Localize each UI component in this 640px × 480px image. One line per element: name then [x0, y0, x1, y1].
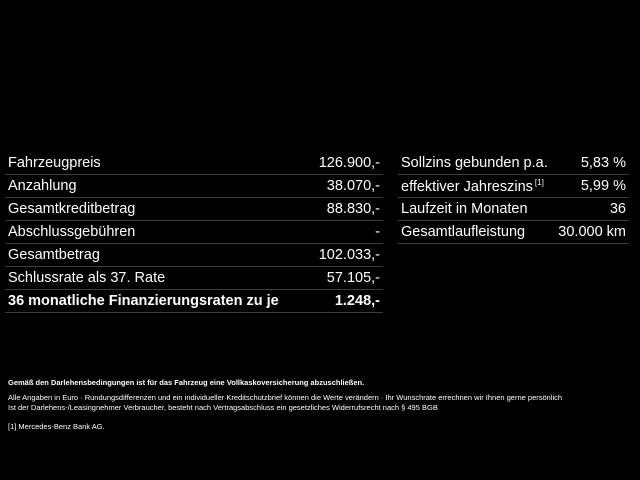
row-value: 5,99 % [580, 178, 626, 194]
row-label: Sollzins gebunden p.a. [401, 155, 548, 171]
row-effektiver-jahreszins [398, 175, 629, 198]
row-value: 88.830,- [326, 201, 380, 217]
row-label: Schlussrate als 37. Rate [8, 270, 166, 286]
legal-footer [8, 378, 608, 432]
row-monatliche-rate [5, 290, 383, 313]
row-label: Abschlussgebühren [8, 224, 136, 240]
row-label: 36 monatliche Finanzierungsraten zu je [8, 293, 279, 309]
row-value: 36 [609, 201, 626, 217]
row-gesamtkreditbetrag [5, 198, 383, 221]
row-schlussrate [5, 267, 383, 290]
row-gesamtbetrag [5, 244, 383, 267]
financing-table-right [398, 152, 629, 244]
row-label: Fahrzeugpreis [8, 155, 101, 171]
row-value: 30.000 km [558, 224, 626, 240]
row-label: Gesamtkreditbetrag [8, 201, 136, 217]
row-label: Gesamtbetrag [8, 247, 100, 263]
row-value: 102.033,- [318, 247, 380, 263]
row-abschlussgebuehren [5, 221, 383, 244]
row-value: 126.900,- [318, 155, 380, 171]
row-value: 1.248,- [334, 293, 380, 309]
financing-table-left [5, 152, 383, 313]
footnote-marker: [1] [534, 177, 544, 187]
row-fahrzeugpreis [5, 152, 383, 175]
row-label: Laufzeit in Monaten [401, 201, 528, 217]
row-label: Anzahlung [8, 178, 77, 194]
insurance-notice: Gemäß den Darlehensbedingungen ist für das Fahrzeug eine Vollkaskoversicherung abzuschließen. [8, 378, 365, 387]
disclaimer-line-2: Ist der Darlehens-/Leasingnehmer Verbraucher, besteht nach Vertragsabschluss ein gesetzliches Widerrufsrecht nach § 495 BGB [8, 403, 438, 412]
row-label-wrap [401, 178, 544, 195]
row-label: Gesamtlaufleistung [401, 224, 526, 240]
row-value: 5,83 % [580, 155, 626, 171]
row-laufzeit [398, 198, 629, 221]
row-label: effektiver Jahreszins [401, 178, 533, 195]
row-value: 57.105,- [326, 270, 380, 286]
row-gesamtlaufleistung [398, 221, 629, 244]
row-value: 38.070,- [326, 178, 380, 194]
footnote: [1] Mercedes-Benz Bank AG. [8, 421, 105, 431]
disclaimer-line-1: Alle Angaben in Euro · Rundungsdifferenzen und ein individueller Kreditschutzbrief können die Werte verändern · Ihr Wunschrate errechnen wir Ihnen gerne persönlich [8, 392, 563, 402]
row-sollzins [398, 152, 629, 175]
row-value: - [375, 224, 380, 240]
row-anzahlung [5, 175, 383, 198]
